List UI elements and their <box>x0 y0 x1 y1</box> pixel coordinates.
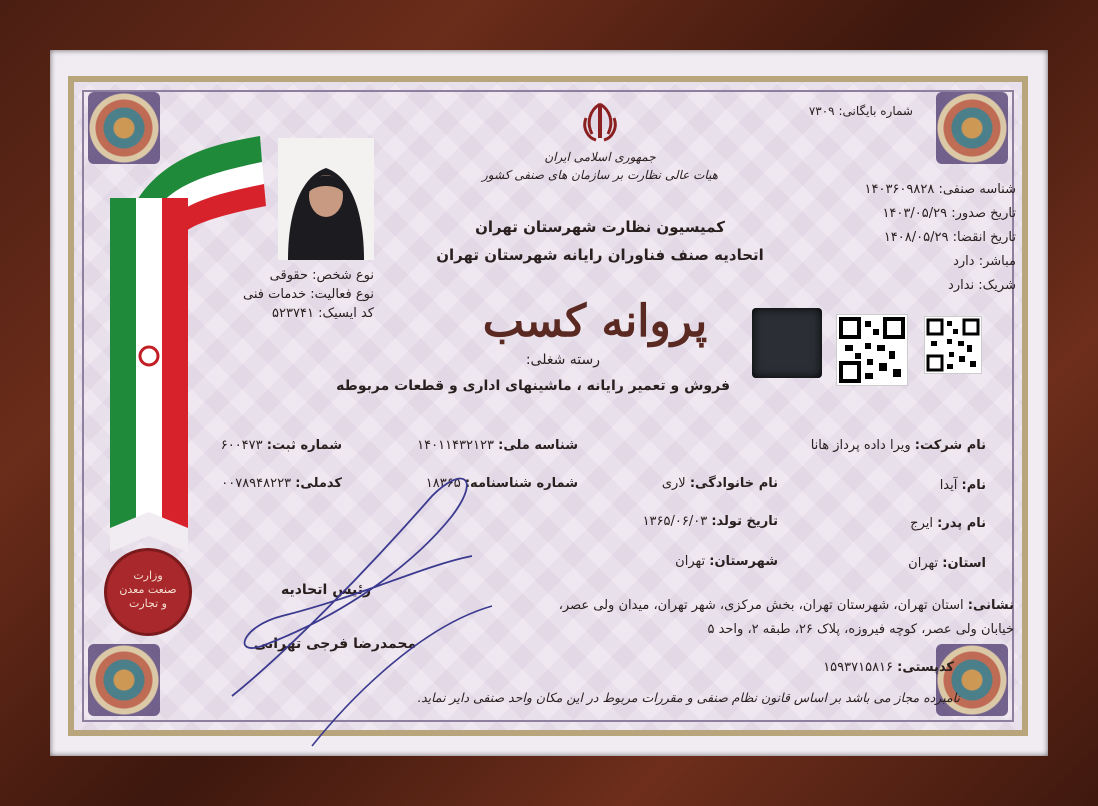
qr-code-icon <box>836 314 908 386</box>
partner: شریک: ندارد <box>948 278 1016 293</box>
father-name: نام پدر: ایرج <box>910 516 986 531</box>
category-label: رسته شغلی: <box>525 352 600 368</box>
isic-code: کد ایسیک: ۵۲۳۷۴۱ <box>272 306 374 321</box>
address-line2: خیابان ولی عصر، کوچه فیروزه، پلاک ۲۶، طبقه ۲، واحد ۵ <box>707 622 1014 637</box>
archive-number: شماره بایگانی: ۷۳۰۹ <box>808 104 913 118</box>
qr-code-icon <box>924 316 982 374</box>
city: شهرستان: تهران <box>675 554 778 569</box>
footer-note: نامبرده مجاز می باشد بر اساس قانون نظام صنفی و مقررات مربوط در این مکان واحد صنفی دایر نماید. <box>417 690 960 705</box>
union-title: اتحادیه صنف فناوران رایانه شهرستان تهران <box>436 246 764 264</box>
corner-ornament-icon <box>936 92 1008 164</box>
address-line1: نشانی: استان تهران، شهرستان تهران، بخش مرکزی، شهر تهران، میدان ولی عصر، <box>558 598 1014 613</box>
signature-icon <box>222 456 502 756</box>
emblem-icon <box>578 100 622 144</box>
province: استان: تهران <box>908 556 986 571</box>
first-name: نام: آیدا <box>939 478 986 493</box>
avatar <box>278 138 374 260</box>
national-code: کدملی: ۰۰۷۸۹۴۸۲۲۳ <box>221 476 342 491</box>
national-id: شناسه ملی: ۱۴۰۱۱۴۳۲۱۲۳ <box>417 438 578 453</box>
corner-ornament-icon <box>936 644 1008 716</box>
person-type: نوع شخص: حقوقی <box>269 268 374 283</box>
hologram-sticker <box>752 308 822 378</box>
signature-role: رئیس اتحادیه <box>280 582 372 598</box>
page-title: پروانه کسب <box>482 296 708 347</box>
left-info <box>243 266 374 323</box>
registration-number: شماره ثبت: ۶۰۰۴۷۳ <box>220 438 342 453</box>
ministry-seal: وزارت صنعت معدن و تجارت <box>104 548 192 636</box>
emblem-line1: جمهوری اسلامی ایران <box>544 150 656 164</box>
commission-title: کمیسیون نظارت شهرستان تهران <box>475 218 725 236</box>
top-right-info <box>865 178 1017 298</box>
category-value: فروش و تعمیر رایانه ، ماشینهای اداری و قطعات مربوطه <box>336 378 730 394</box>
corner-ornament-icon <box>88 644 160 716</box>
id-number: شماره شناسنامه: ۱۸۳۶۵ <box>425 476 578 491</box>
emblem-line2: هیات عالی نظارت بر سازمان های صنفی کشور <box>481 168 719 182</box>
issue-date: تاریخ صدور: ۱۴۰۳/۰۵/۲۹ <box>882 206 1016 221</box>
signature-name: محمدرضا فرجی تهرانی <box>253 636 417 652</box>
manager: مباشر: دارد <box>953 254 1016 269</box>
company-name: نام شرکت: ویرا داده پرداز هانا <box>810 438 986 453</box>
last-name: نام خانوادگی: لاری <box>661 476 778 491</box>
postal-code: کدپستی: ۱۵۹۳۷۱۵۸۱۶ <box>823 660 954 675</box>
guild-id: شناسه صنفی: ۱۴۰۳۶۰۹۸۲۸ <box>864 182 1016 197</box>
activity-type: نوع فعالیت: خدمات فنی <box>243 287 374 302</box>
birth-date: تاریخ تولد: ۱۳۶۵/۰۶/۰۳ <box>642 514 778 529</box>
expiry-date: تاریخ انقضا: ۱۴۰۸/۰۵/۲۹ <box>883 230 1016 245</box>
